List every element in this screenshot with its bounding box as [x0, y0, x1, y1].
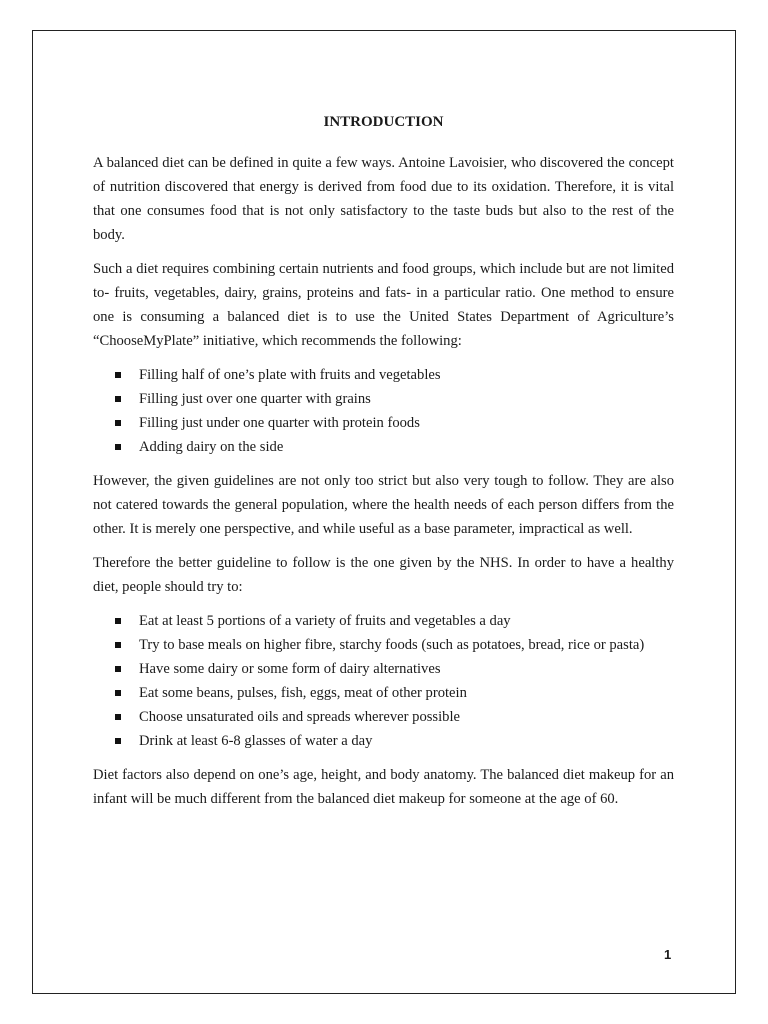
square-bullet-icon: [115, 666, 121, 672]
list-item: [93, 387, 674, 411]
square-bullet-icon: [115, 642, 121, 648]
list-item: [93, 657, 674, 681]
choosemyplate-list: [93, 363, 674, 459]
list-item-text: Adding dairy on the side: [139, 439, 284, 455]
square-bullet-icon: [115, 738, 121, 744]
list-item-text: Drink at least 6-8 glasses of water a day: [139, 733, 373, 749]
list-item-text: Choose unsaturated oils and spreads wherever possible: [139, 709, 460, 725]
paragraph-balanced-diet: Such a diet requires combining certain nutrients and food groups, which include but are not limited to- fruits, vegetables, dairy, grains, proteins and fats- in a particular ratio. One method to ensure one is consuming a balanced diet is to use the United States Department of Agriculture’s “ChooseMyPlate” initiative, which recommends the following:: [93, 261, 674, 349]
list-item-text: Try to base meals on higher fibre, starchy foods (such as potatoes, bread, rice or pasta): [139, 637, 645, 653]
document-body: [93, 110, 674, 821]
list-item-text: Have some dairy or some form of dairy alternatives: [139, 661, 441, 677]
list-item-text: Filling just over one quarter with grains: [139, 391, 371, 407]
list-item: [93, 681, 674, 705]
list-item: [93, 633, 674, 657]
square-bullet-icon: [115, 690, 121, 696]
paragraph-diet-factors: Diet factors also depend on one’s age, height, and body anatomy. The balanced diet makeup for an infant will be much different from the balanced diet makeup for someone at the age of 60.: [93, 767, 674, 807]
paragraph-guidelines-critique: However, the given guidelines are not only too strict but also very tough to follow. They are also not catered towards the general population, where the health needs of each person differs from the other. It is merely one perspective, and while useful as a base parameter, impractical as well.: [93, 473, 674, 537]
list-item: [93, 411, 674, 435]
paragraph-intro: A balanced diet can be defined in quite a few ways. Antoine Lavoisier, who discovered the concept of nutrition discovered that energy is derived from food due to its oxidation. Therefore, it is vital that one consumes food that is not only satisfactory to the taste buds but also to the rest of the body.: [93, 155, 674, 243]
list-item-text: Eat at least 5 portions of a variety of fruits and vegetables a day: [139, 613, 511, 629]
nhs-list: [93, 609, 674, 753]
square-bullet-icon: [115, 420, 121, 426]
square-bullet-icon: [115, 396, 121, 402]
paragraph-nhs: Therefore the better guideline to follow is the one given by the NHS. In order to have a healthy diet, people should try to:: [93, 555, 674, 595]
square-bullet-icon: [115, 372, 121, 378]
list-item-text: Eat some beans, pulses, fish, eggs, meat of other protein: [139, 685, 467, 701]
square-bullet-icon: [115, 714, 121, 720]
list-item-text: Filling just under one quarter with protein foods: [139, 415, 420, 431]
document-heading: INTRODUCTION: [323, 114, 444, 130]
list-item: [93, 705, 674, 729]
page-number: 1: [664, 947, 672, 962]
list-item: [93, 609, 674, 633]
square-bullet-icon: [115, 618, 121, 624]
square-bullet-icon: [115, 444, 121, 450]
list-item: [93, 363, 674, 387]
list-item: [93, 435, 674, 459]
list-item: [93, 729, 674, 753]
list-item-text: Filling half of one’s plate with fruits and vegetables: [139, 367, 441, 383]
